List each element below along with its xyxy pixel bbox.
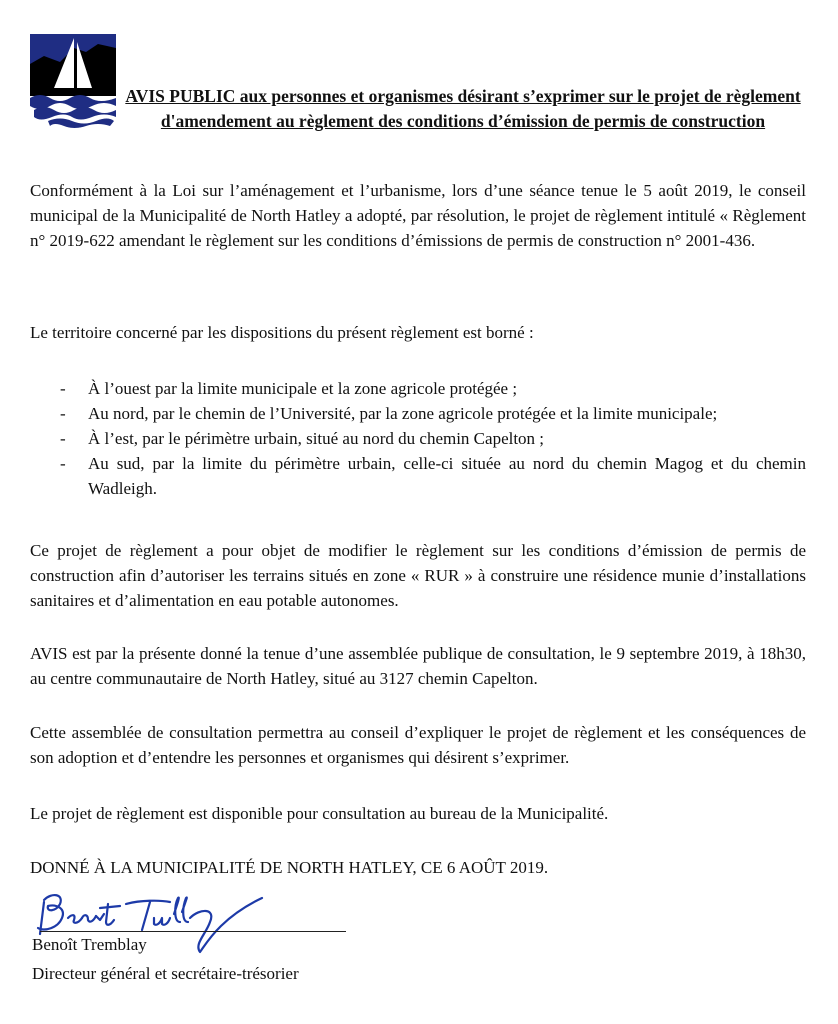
list-item: - À l’est, par le périmètre urbain, situé au nord du chemin Capelton ; bbox=[30, 426, 806, 451]
signer-name: Benoît Tremblay bbox=[32, 935, 147, 954]
list-item: - Au nord, par le chemin de l’Université, par la zone agricole protégée et la limite municipale; bbox=[30, 401, 806, 426]
bullet-dash: - bbox=[60, 404, 66, 423]
paragraph-meeting-purpose: Cette assemblée de consultation permettra au conseil d’expliquer le projet de règlement et les conséquences de son adoption et d’entendre les personnes et organismes qui désirent s’exprimer. bbox=[30, 723, 806, 767]
list-item: - À l’ouest par la limite municipale et la zone agricole protégée ; bbox=[30, 376, 806, 401]
paragraph-resolution: Conformément à la Loi sur l’aménagement et l’urbanisme, lors d’une séance tenue le 5 août 2019, le conseil municipal de la Municipalité de North Hatley a adopté, par résolution, le projet de règlement intitulé « Règlement n° 2019-622 amendant le règlement sur les conditions d’émissions de permis de construction n° 2001-436. bbox=[30, 181, 806, 250]
paragraph-territory-intro: Le territoire concerné par les dispositions du présent règlement est borné : bbox=[30, 323, 534, 342]
paragraph-availability: Le projet de règlement est disponible pour consultation au bureau de la Municipalité. bbox=[30, 804, 609, 823]
bullet-dash: - bbox=[60, 454, 66, 473]
municipality-logo bbox=[30, 34, 116, 130]
list-item: - Au sud, par la limite du périmètre urbain, celle-ci située au nord du chemin Magog et du chemin Wadleigh. bbox=[30, 451, 806, 501]
paragraph-meeting-notice: AVIS est par la présente donné la tenue d’une assemblée publique de consultation, le 9 septembre 2019, à 18h30, au centre communautaire de North Hatley, situé au 3127 chemin Capelton. bbox=[30, 644, 806, 688]
bullet-dash: - bbox=[60, 379, 66, 398]
notice-title: AVIS PUBLIC aux personnes et organismes désirant s’exprimer sur le projet de règlement d'amendement au règlement des conditions d’émission de permis de construction bbox=[125, 86, 801, 131]
signer-title: Directeur général et secrétaire-trésorier bbox=[32, 964, 299, 983]
given-at-statement: DONNÉ À LA MUNICIPALITÉ DE NORTH HATLEY, CE 6 AOÛT 2019. bbox=[30, 858, 549, 877]
bullet-dash: - bbox=[60, 429, 66, 448]
territory-boundaries-list bbox=[30, 376, 806, 501]
paragraph-purpose: Ce projet de règlement a pour objet de modifier le règlement sur les conditions d’émission de permis de construction afin d’autoriser les terrains situés en zone « RUR » à construire une résidence munie d’installations sanitaires et d’alimentation en eau potable autonomes. bbox=[30, 541, 806, 610]
